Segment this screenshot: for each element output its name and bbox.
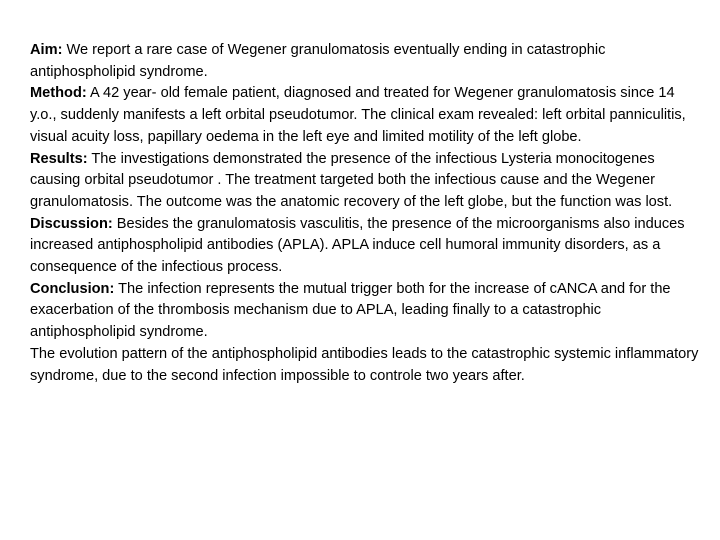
method-label: Method: xyxy=(30,85,87,102)
abstract-text xyxy=(30,40,702,387)
method-text: A 42 year- old female patient, diagnosed and treated for Wegener granulomatosis since 14 y.o., suddenly manifests a left orbital pseudotumor. The clinical exam revealed: left orbital panniculitis, visual acuity loss, papillary oedema in the left eye and limited motility of the left globe. xyxy=(30,85,686,145)
results-label: Results: xyxy=(30,150,88,167)
discussion-paragraph xyxy=(30,214,702,279)
discussion-text: Besides the granulomatosis vasculitis, the presence of the microorganisms also induces increased antiphospholipid antibodies (APLA). APLA induce cell humoral immunity disorders, as a consequence of the infectious process. xyxy=(30,215,685,276)
aim-paragraph xyxy=(30,40,702,83)
aim-text: We report a rare case of Wegener granulomatosis eventually ending in catastrophic antiphospholipid syndrome. xyxy=(30,42,606,80)
conclusion-paragraph xyxy=(30,279,702,344)
aim-label: Aim: xyxy=(30,42,63,58)
results-paragraph xyxy=(30,149,702,214)
method-paragraph xyxy=(30,83,702,148)
discussion-label: Discussion: xyxy=(30,215,113,232)
conclusion-label: Conclusion: xyxy=(30,280,115,297)
results-text: The investigations demonstrated the presence of the infectious Lysteria monocitogenes causing orbital pseudotumor . The treatment targeted both the infectious cause and the Wegener granulomatosis. The outcome was the anatomic recovery of the left globe, but the function was lost. xyxy=(30,150,673,210)
closing-paragraph: The evolution pattern of the antiphospholipid antibodies leads to the catastrophic systemic inflammatory syndrome, due to the second infection impossible to controle two years after. xyxy=(30,345,699,384)
conclusion-text: The infection represents the mutual trigger both for the increase of cANCA and for the exacerbation of the thrombosis mechanism due to APLA, leading finally to a catastrophic antiphospholipid syndrome. xyxy=(30,280,671,341)
